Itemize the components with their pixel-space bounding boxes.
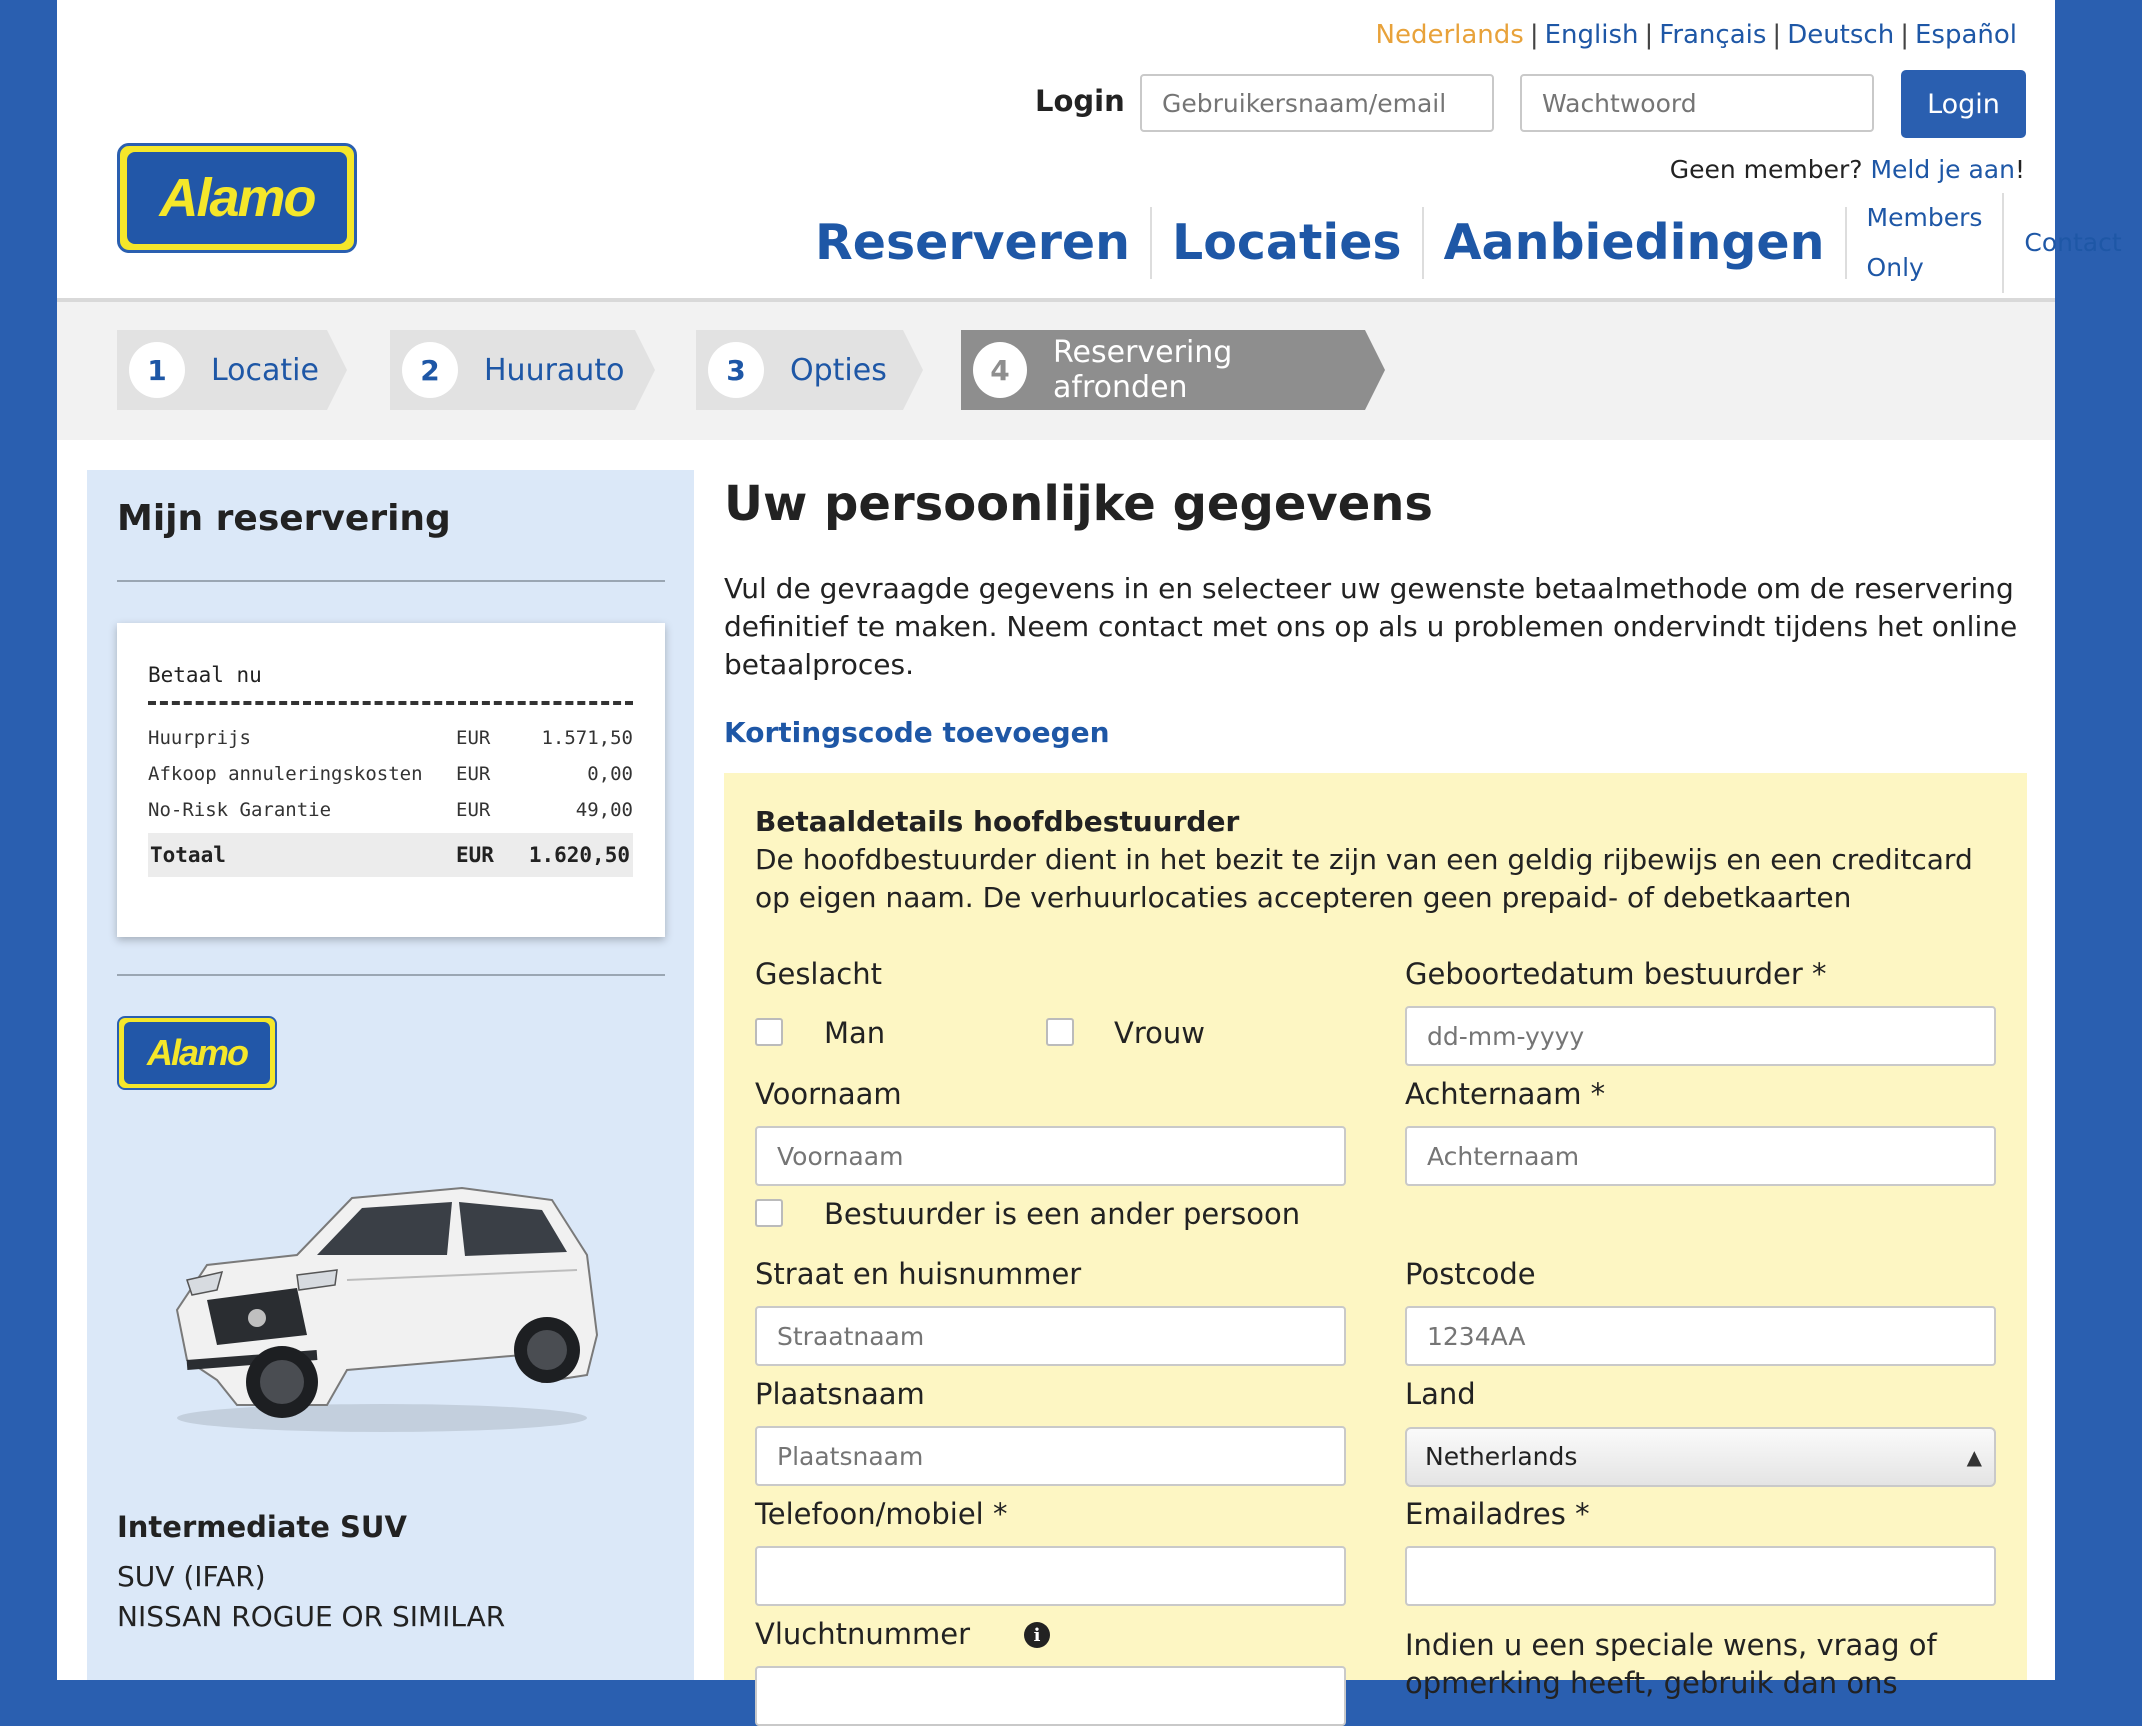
step-number: 4: [973, 342, 1027, 398]
postcode-label: Postcode: [1405, 1257, 1536, 1291]
logo-text: Alamo: [159, 168, 315, 228]
other-driver-checkbox[interactable]: [755, 1199, 783, 1227]
login-button[interactable]: Login: [1901, 70, 2026, 138]
intro-text: Vul de gevraagde gegevens in en selecteer uw gewenste betaalmethode om de reservering definitief te maken. Neem contact met ons op als u problemen ondervindt tijdens het online betaalproces.: [724, 572, 2018, 681]
username-input[interactable]: [1140, 74, 1494, 132]
flight-number-label: Vluchtnummer: [755, 1617, 970, 1651]
gender-female-checkbox[interactable]: [1046, 1018, 1074, 1046]
row-label: Huurprijs: [148, 727, 251, 749]
step-label: Locatie: [211, 352, 319, 388]
select-arrows-icon: ▲: [1966, 1445, 1982, 1469]
page-title: Uw persoonlijke gegevens: [724, 476, 1433, 532]
logo-text: Alamo: [146, 1032, 248, 1073]
divider: [117, 580, 665, 582]
signup-link[interactable]: Meld je aan: [1870, 155, 2015, 184]
gender-male-label: Man: [824, 1016, 886, 1050]
step-huurauto[interactable]: [390, 330, 635, 410]
row-currency: EUR: [456, 799, 491, 821]
language-bar: Nederlands | English | Français | Deutsch | Español: [1375, 20, 2017, 50]
row-currency: EUR: [456, 727, 491, 749]
member-text: Geen member?: [1669, 155, 1863, 184]
row-amount: 0,00: [587, 763, 633, 785]
booking-steps: [57, 302, 2055, 440]
step-opties[interactable]: [696, 330, 903, 410]
step-locatie[interactable]: [117, 330, 327, 410]
alamo-logo[interactable]: [117, 143, 357, 253]
price-receipt: [117, 623, 665, 937]
lastname-input[interactable]: [1405, 1126, 1996, 1186]
gender-label: Geslacht: [755, 957, 882, 991]
row-amount: 49,00: [575, 799, 633, 821]
reservation-sidebar: [87, 470, 694, 1680]
main-nav: [795, 205, 2142, 281]
step-number: 3: [708, 342, 764, 398]
car-class: Intermediate SUV: [117, 1510, 407, 1544]
postcode-input[interactable]: [1405, 1306, 1996, 1366]
step-number: 2: [402, 342, 458, 398]
other-driver-label: Bestuurder is een ander persoon: [824, 1197, 1301, 1231]
dob-label: Geboortedatum bestuurder *: [1405, 957, 1827, 991]
special-request-note: Indien u een speciale wens, vraag of opmerking heeft, gebruik dan ons: [1405, 1628, 1937, 1700]
divider: [117, 974, 665, 976]
country-label: Land: [1405, 1377, 1476, 1411]
dob-input[interactable]: [1405, 1006, 1996, 1066]
receipt-row: [148, 763, 633, 793]
city-input[interactable]: [755, 1426, 1346, 1486]
receipt-row: [148, 727, 633, 757]
form-title: Betaaldetails hoofdbestuurder: [755, 805, 1240, 838]
car-type: SUV (IFAR): [117, 1560, 266, 1593]
login-label: Login: [1035, 84, 1125, 118]
lang-deutsch[interactable]: Deutsch: [1787, 20, 1895, 50]
supplier-logo: [117, 1016, 277, 1090]
signup-suffix: !: [2014, 155, 2025, 184]
flight-number-input[interactable]: [755, 1666, 1346, 1726]
nav-contact[interactable]: Contact: [2024, 228, 2122, 257]
row-amount: 1.571,50: [541, 727, 633, 749]
phone-input[interactable]: [755, 1546, 1346, 1606]
lang-english[interactable]: English: [1544, 20, 1639, 50]
country-selected-value: Netherlands: [1425, 1442, 1578, 1471]
step-reservering-afronden: [961, 330, 1365, 410]
sidebar-title: Mijn reservering: [117, 498, 451, 539]
receipt-total-row: [148, 833, 633, 877]
car-model: NISSAN ROGUE OR SIMILAR: [117, 1600, 506, 1633]
car-image: [147, 1160, 617, 1440]
step-label: Huurauto: [484, 352, 625, 388]
phone-label: Telefoon/mobiel *: [755, 1497, 1008, 1531]
gender-male-checkbox[interactable]: [755, 1018, 783, 1046]
header: [57, 0, 2122, 302]
gender-female-label: Vrouw: [1114, 1016, 1205, 1050]
member-signup-line: [1670, 155, 2025, 184]
city-label: Plaatsnaam: [755, 1377, 925, 1411]
row-currency: EUR: [456, 763, 491, 785]
nav-members-only[interactable]: Members Only: [1847, 193, 2005, 293]
street-input[interactable]: [755, 1306, 1346, 1366]
nav-aanbiedingen[interactable]: Aanbiedingen: [1424, 207, 1847, 279]
add-discount-code-link[interactable]: Kortingscode toevoegen: [724, 716, 1110, 749]
lastname-label: Achternaam *: [1405, 1077, 1606, 1111]
info-icon[interactable]: i: [1024, 1622, 1050, 1648]
driver-payment-form: [724, 773, 2027, 1700]
receipt-row: [148, 799, 633, 829]
lang-espanol[interactable]: Español: [1914, 20, 2017, 50]
total-amount: 1.620,50: [528, 843, 630, 867]
nav-reserveren[interactable]: Reserveren: [795, 207, 1152, 279]
nav-locaties[interactable]: Locaties: [1152, 207, 1424, 279]
total-label: Totaal: [150, 843, 226, 867]
receipt-dash-line: [148, 701, 633, 705]
step-label: Opties: [790, 352, 887, 388]
total-currency: EUR: [456, 843, 494, 867]
lang-nederlands[interactable]: Nederlands: [1375, 20, 1524, 50]
email-input[interactable]: [1405, 1546, 1996, 1606]
row-label: Afkoop annuleringskosten: [148, 763, 423, 785]
firstname-input[interactable]: [755, 1126, 1346, 1186]
receipt-header: Betaal nu: [148, 663, 262, 687]
street-label: Straat en huisnummer: [755, 1257, 1082, 1291]
email-label: Emailadres *: [1405, 1497, 1590, 1531]
lang-francais[interactable]: Français: [1659, 20, 1767, 50]
page: [57, 0, 2122, 1700]
step-label: Reservering afronden: [1053, 335, 1233, 405]
step-number: 1: [129, 342, 185, 398]
country-select[interactable]: [1405, 1427, 1996, 1487]
firstname-label: Voornaam: [755, 1077, 902, 1111]
row-label: No-Risk Garantie: [148, 799, 332, 821]
form-description: De hoofdbestuurder dient in het bezit te zijn van een geldig rijbewijs en een creditcard op eigen naam. De verhuurlocaties accepteren geen prepaid- of debetkaarten: [755, 843, 1973, 914]
password-input[interactable]: [1520, 74, 1874, 132]
